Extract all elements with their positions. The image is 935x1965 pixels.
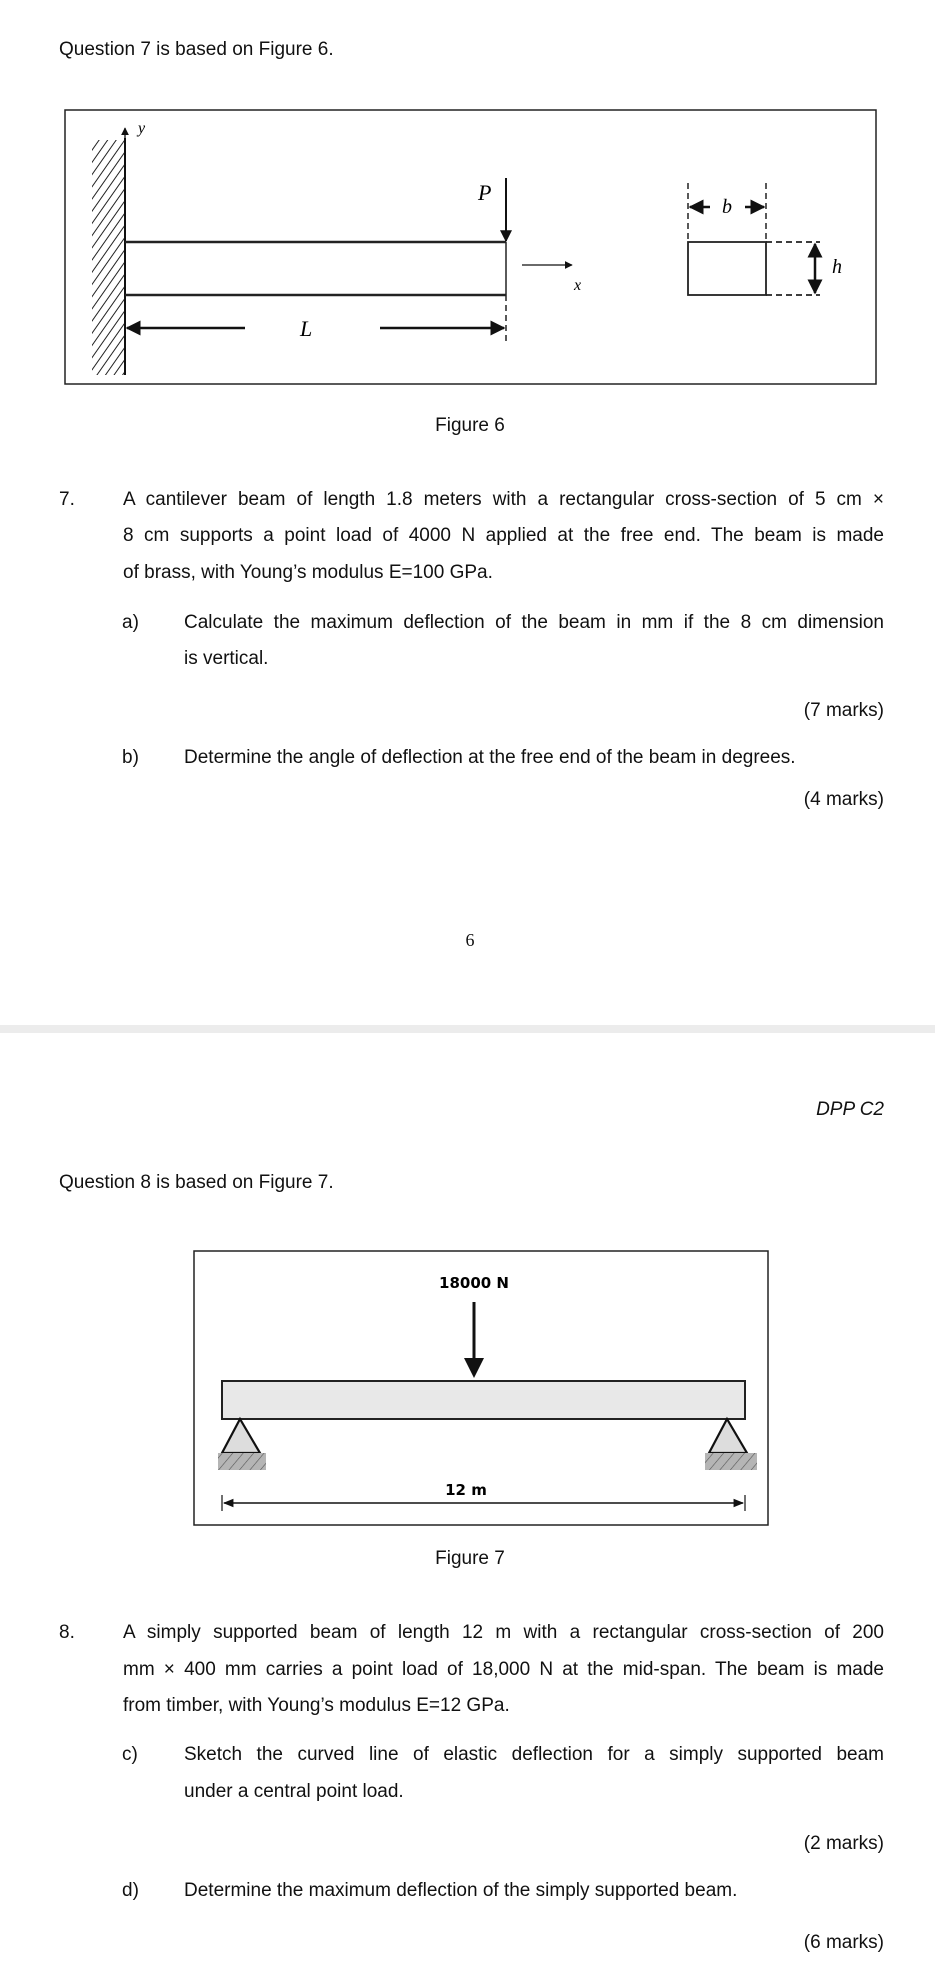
right-support-icon (709, 1419, 747, 1453)
question-7-intro: Question 7 is based on Figure 6. (59, 39, 334, 60)
part-b-label: b) (122, 747, 139, 768)
question-7-text-line: A cantilever beam of length 1.8 meters with a rectangular cross-section of 5 cm × (123, 489, 884, 510)
part-c-text-line: Sketch the curved line of elastic deflection for a simply supported beam (184, 1744, 884, 1765)
part-c-marks: (2 marks) (803, 1833, 884, 1854)
page-header: DPP C2 (816, 1099, 884, 1120)
question-7-text-line: of brass, with Young’s modulus E=100 GPa. (123, 562, 493, 583)
page-number: 6 (465, 930, 475, 950)
question-8-text-line: from timber, with Young’s modulus E=12 GPa. (123, 1695, 510, 1716)
question-8-intro: Question 8 is based on Figure 7. (59, 1172, 334, 1193)
x-axis-label: x (574, 277, 582, 294)
part-c-text-line: under a central point load. (184, 1781, 404, 1802)
part-d-marks: (6 marks) (803, 1932, 884, 1953)
question-8-text-line: mm × 400 mm carries a point load of 18,000 N at the mid-span. The beam is made (123, 1659, 884, 1680)
part-a-text-line: is vertical. (184, 648, 269, 669)
question-7-text-line: 8 cm supports a point load of 4000 N applied at the free end. The beam is made (123, 525, 884, 546)
width-b-label: b (722, 196, 732, 218)
part-a-marks: (7 marks) (803, 700, 884, 721)
question-8-text-line: A simply supported beam of length 12 m with a rectangular cross-section of 200 (123, 1622, 884, 1643)
figure-6-caption: Figure 6 (435, 415, 505, 436)
part-c-label: c) (122, 1744, 138, 1765)
question-7-number: 7. (59, 489, 75, 510)
y-axis-label: y (138, 120, 146, 137)
part-b-text-line: Determine the angle of deflection at the free end of the beam in degrees. (184, 747, 796, 768)
load-label: 18000 N (439, 1274, 509, 1292)
load-p-label: P (478, 180, 492, 205)
height-h-label: h (832, 256, 842, 278)
beam (222, 1381, 745, 1419)
part-a-label: a) (122, 612, 139, 633)
span-label: 12 m (445, 1481, 487, 1499)
figure-7-caption: Figure 7 (435, 1548, 505, 1569)
part-a-text-line: Calculate the maximum deflection of the beam in mm if the 8 cm dimension (184, 612, 884, 633)
part-d-label: d) (122, 1880, 139, 1901)
part-d-text-line: Determine the maximum deflection of the simply supported beam. (184, 1880, 738, 1901)
left-support-icon (222, 1419, 260, 1453)
part-b-marks: (4 marks) (803, 789, 884, 810)
length-l-label: L (300, 316, 313, 341)
question-8-number: 8. (59, 1622, 75, 1643)
